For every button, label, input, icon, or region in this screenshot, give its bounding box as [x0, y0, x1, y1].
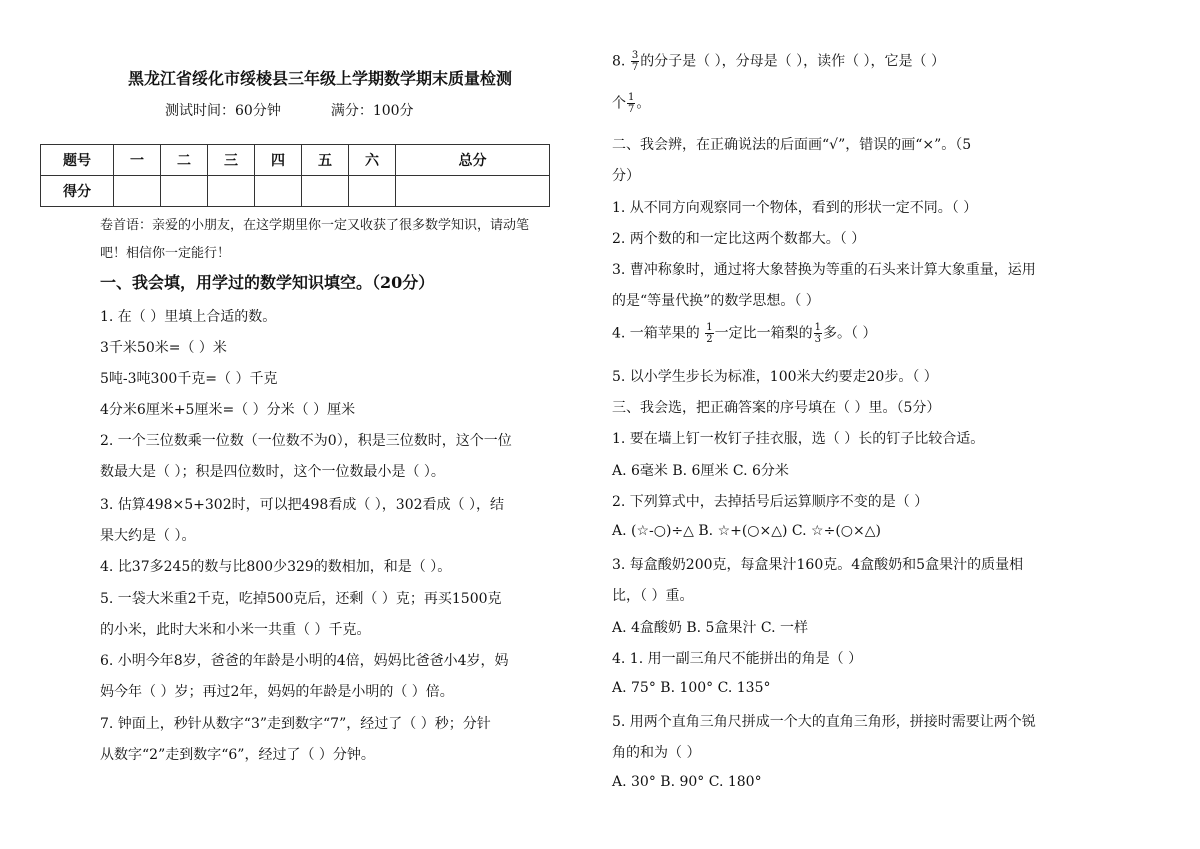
q8-text: 的分子是（ ），分母是（ ），读作（ ），它是（ ）	[640, 53, 945, 70]
choice-options: A. 75° B. 100° C. 135°	[612, 680, 771, 696]
fraction	[814, 322, 822, 345]
judge-line: 1. 从不同方向观察同一个物体，看到的形状一定不同。（ ）	[612, 200, 978, 216]
judge-line: 2. 两个数的和一定比这两个数都大。（ ）	[612, 231, 866, 247]
choice-options: A. 30° B. 90° C. 180°	[612, 774, 762, 790]
question-line: 妈今年（ ）岁；再过2年，妈妈的年龄是小明的（ ）倍。	[100, 684, 454, 700]
full-score: 满分：100分	[330, 103, 414, 119]
question-line: 4分米6厘米+5厘米=（ ）分米（ ）厘米	[100, 402, 356, 418]
score-input-cell[interactable]	[255, 176, 302, 207]
score-cell: 总分	[396, 145, 550, 176]
fraction-numerator: 1	[814, 322, 822, 333]
score-cell: 题号	[41, 145, 114, 176]
judge-line: 的是“等量代换”的数学思想。（ ）	[612, 293, 820, 309]
q8-prefix: 8.	[612, 53, 630, 70]
score-cell: 得分	[41, 176, 114, 207]
score-input-cell[interactable]	[349, 176, 396, 207]
score-cell: 五	[302, 145, 349, 176]
question-line: 的小米，此时大米和小米一共重（ ）千克。	[100, 622, 371, 638]
score-input-cell[interactable]	[302, 176, 349, 207]
section-heading: 三、我会选，把正确答案的序号填在（ ）里。（5分）	[612, 400, 941, 416]
question-line: 4. 比37多245的数与比800少329的数相加，和是（ ）。	[100, 559, 452, 575]
question-line: 数最大是（ ）；积是四位数时，这个一位数最小是（ ）。	[100, 464, 445, 480]
score-cell: 一	[114, 145, 161, 176]
score-input-cell[interactable]	[161, 176, 208, 207]
fraction-denominator: 7	[628, 104, 635, 115]
judge4-prefix: 4. 一箱苹果的	[612, 325, 705, 342]
fraction-numerator: 1	[628, 92, 635, 103]
score-table	[40, 144, 550, 207]
question-8-cont	[612, 92, 650, 115]
fraction	[627, 92, 635, 115]
fraction	[705, 322, 713, 345]
choice-line: 3. 每盒酸奶200克，每盒果汁160克。4盒酸奶和5盒果汁的质量相	[612, 557, 1024, 573]
judge4-suffix: 多。（ ）	[823, 325, 877, 342]
exam-meta	[165, 100, 414, 120]
choice-line: 比，（ ）重。	[612, 588, 694, 604]
choice-line: 5. 用两个直角三角尺拼成一个大的直角三角形，拼接时需要让两个锐	[612, 714, 1036, 730]
fraction-denominator: 7	[631, 62, 639, 73]
question-line: 从数字“2”走到数字“6”，经过了（ ）分钟。	[100, 747, 375, 763]
score-input-cell[interactable]	[114, 176, 161, 207]
score-input-cell[interactable]	[208, 176, 255, 207]
fraction-denominator: 2	[706, 334, 713, 345]
choice-line: 4. 1. 用一副三角尺不能拼出的角是（ ）	[612, 651, 863, 667]
question-line: 5. 一袋大米重2千克，吃掉500克后，还剩（ ）克；再买1500克	[100, 591, 502, 607]
question-line: 果大约是（ ）。	[100, 528, 196, 544]
score-input-cell[interactable]	[396, 176, 550, 207]
judge-line: 5. 以小学生步长为标准，100米大约要走20步。（ ）	[612, 369, 938, 385]
judge4-mid: 一定比一箱梨的	[714, 325, 813, 342]
page-title: 黑龙江省绥化市绥棱县三年级上学期数学期末质量检测	[128, 69, 513, 88]
intro-line: 吧！相信你一定能行！	[100, 246, 231, 261]
question-8	[612, 50, 945, 73]
score-cell: 二	[161, 145, 208, 176]
score-table-header-row	[41, 145, 550, 176]
fraction-numerator: 3	[631, 50, 639, 61]
q8-line2-prefix: 个	[612, 95, 626, 112]
section-heading: 一、我会填，用学过的数学知识填空。（20分）	[100, 273, 435, 292]
score-table-score-row	[41, 176, 550, 207]
question-line: 2. 一个三位数乘一位数（一位数不为0），积是三位数时，这个一位	[100, 433, 512, 449]
question-line: 7. 钟面上，秒针从数字“3”走到数字“7”，经过了（ ）秒；分针	[100, 716, 491, 732]
fraction-numerator: 1	[706, 322, 713, 333]
judge-line: 3. 曹冲称象时，通过将大象替换为等重的石头来计算大象重量，运用	[612, 262, 1036, 278]
question-line: 6. 小明今年8岁，爸爸的年龄是小明的4倍，妈妈比爸爸小4岁，妈	[100, 653, 509, 669]
question-line: 3千米50米=（ ）米	[100, 340, 227, 356]
choice-options: A. 6毫米 B. 6厘米 C. 6分米	[612, 463, 789, 479]
score-cell: 三	[208, 145, 255, 176]
section-heading: 二、我会辨，在正确说法的后面画“√”，错误的画“×”。（5	[612, 137, 972, 153]
intro-line: 卷首语：亲爱的小朋友，在这学期里你一定又收获了很多数学知识，请动笔	[100, 218, 530, 233]
fraction	[631, 50, 639, 73]
judge-line-4	[612, 322, 876, 345]
choice-options: A. 4盒酸奶 B. 5盒果汁 C. 一样	[612, 620, 809, 636]
choice-line: 1. 要在墙上钉一枚钉子挂衣服，选（ ）长的钉子比较合适。	[612, 431, 985, 447]
exam-time: 测试时间：60分钟	[165, 103, 281, 119]
score-cell: 六	[349, 145, 396, 176]
section-heading-cont: 分）	[612, 168, 640, 184]
question-line: 3. 估算498×5+302时，可以把498看成（ ），302看成（ ），结	[100, 497, 504, 513]
q8-line2-suffix: 。	[636, 95, 651, 112]
choice-line: 2. 下列算式中，去掉括号后运算顺序不变的是（ ）	[612, 494, 929, 510]
fraction-denominator: 3	[814, 334, 822, 345]
question-line: 5吨-3吨300千克=（ ）千克	[100, 371, 278, 387]
choice-line: 角的和为（ ）	[612, 745, 701, 761]
score-cell: 四	[255, 145, 302, 176]
choice-options: A. (☆-○)÷△ B. ☆+(○×△) C. ☆÷(○×△)	[612, 523, 881, 539]
question-line: 1. 在（ ）里填上合适的数。	[100, 309, 277, 325]
